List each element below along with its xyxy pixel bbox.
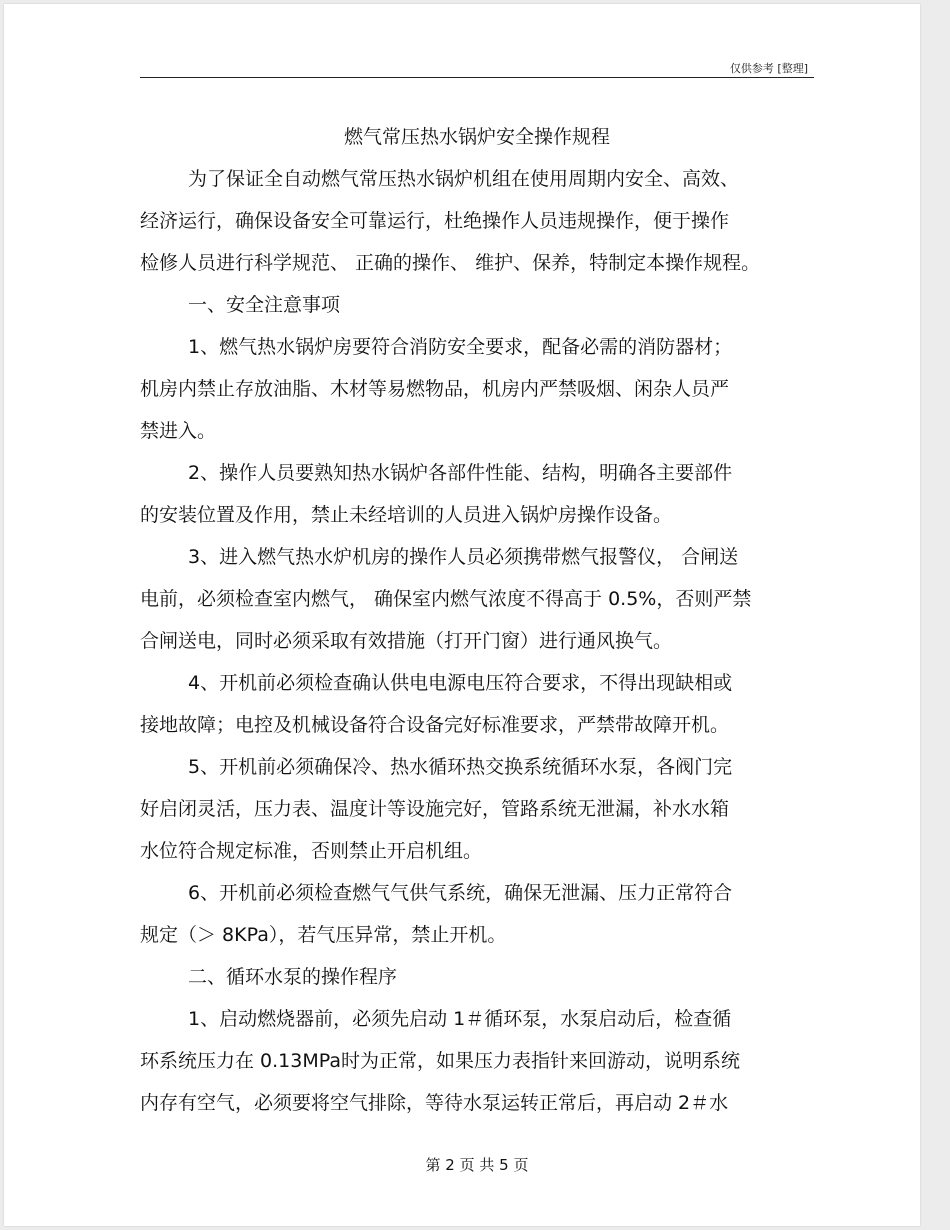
paragraph-line: 环系统压力在 0.13MPa时为正常，如果压力表指针来回游动，说明系统 xyxy=(140,1050,740,1072)
paragraph-line: 1、燃气热水锅炉房要符合消防安全要求，配备必需的消防器材； xyxy=(188,336,733,358)
page-footer: 第 2 页 共 5 页 xyxy=(425,1156,529,1174)
paragraph-line: 3、进入燃气热水炉机房的操作人员必须携带燃气报警仪， 合闸送 xyxy=(188,546,739,568)
paragraph-line: 经济运行，确保设备安全可靠运行，杜绝操作人员违规操作，便于操作 xyxy=(140,210,730,232)
paragraph-line: 6、开机前必须检查燃气气供气系统，确保无泄漏、压力正常符合 xyxy=(188,882,733,904)
paragraph-line: 的安装位置及作用，禁止未经培训的人员进入锅炉房操作设备。 xyxy=(140,504,673,526)
paragraph-line: 规定（＞ 8KPa），若气压异常，禁止开机。 xyxy=(140,924,507,946)
paragraph-line: 机房内禁止存放油脂、木材等易燃物品，机房内严禁吸烟、闲杂人员严 xyxy=(140,378,730,400)
header-tag: 仅供参考 [整理] xyxy=(729,62,808,75)
paragraph-line: 内存有空气，必须要将空气排除，等待水泵运转正常后，再启动 2＃水 xyxy=(140,1092,729,1114)
paragraph-line: 为了保证全自动燃气常压热水锅炉机组在使用周期内安全、高效、 xyxy=(188,168,740,190)
section-heading: 一、安全注意事项 xyxy=(188,294,341,316)
paragraph-line: 接地故障；电控及机械设备符合设备完好标准要求，严禁带故障开机。 xyxy=(140,714,730,736)
paragraph-line: 水位符合规定标准，否则禁止开启机组。 xyxy=(140,840,483,862)
header-rule xyxy=(140,77,814,78)
paragraph-line: 2、操作人员要熟知热水锅炉各部件性能、结构，明确各主要部件 xyxy=(188,462,733,484)
document-page xyxy=(4,4,920,1226)
paragraph-line: 检修人员进行科学规范、 正确的操作、 维护、保养，特制定本操作规程。 xyxy=(140,252,761,274)
paragraph-line: 合闸送电，同时必须采取有效措施（打开门窗）进行通风换气。 xyxy=(140,630,673,652)
section-heading: 二、循环水泵的操作程序 xyxy=(188,966,398,988)
paragraph-line: 禁进入。 xyxy=(140,420,217,442)
document-body xyxy=(140,158,814,1124)
paragraph-line: 好启闭灵活，压力表、温度计等设施完好，管路系统无泄漏，补水水箱 xyxy=(140,798,730,820)
paragraph-line: 4、开机前必须检查确认供电电源电压符合要求，不得出现缺相或 xyxy=(188,672,733,694)
paragraph-line: 电前，必须检查室内燃气， 确保室内燃气浓度不得高于 0.5%，否则严禁 xyxy=(140,588,752,610)
paragraph-line: 1、启动燃烧器前，必须先启动 1＃循环泵，水泵启动后，检查循 xyxy=(188,1008,732,1030)
document-title: 燃气常压热水锅炉安全操作规程 xyxy=(343,126,610,148)
paragraph-line: 5、开机前必须确保冷、热水循环热交换系统循环水泵，各阀门完 xyxy=(188,756,733,778)
